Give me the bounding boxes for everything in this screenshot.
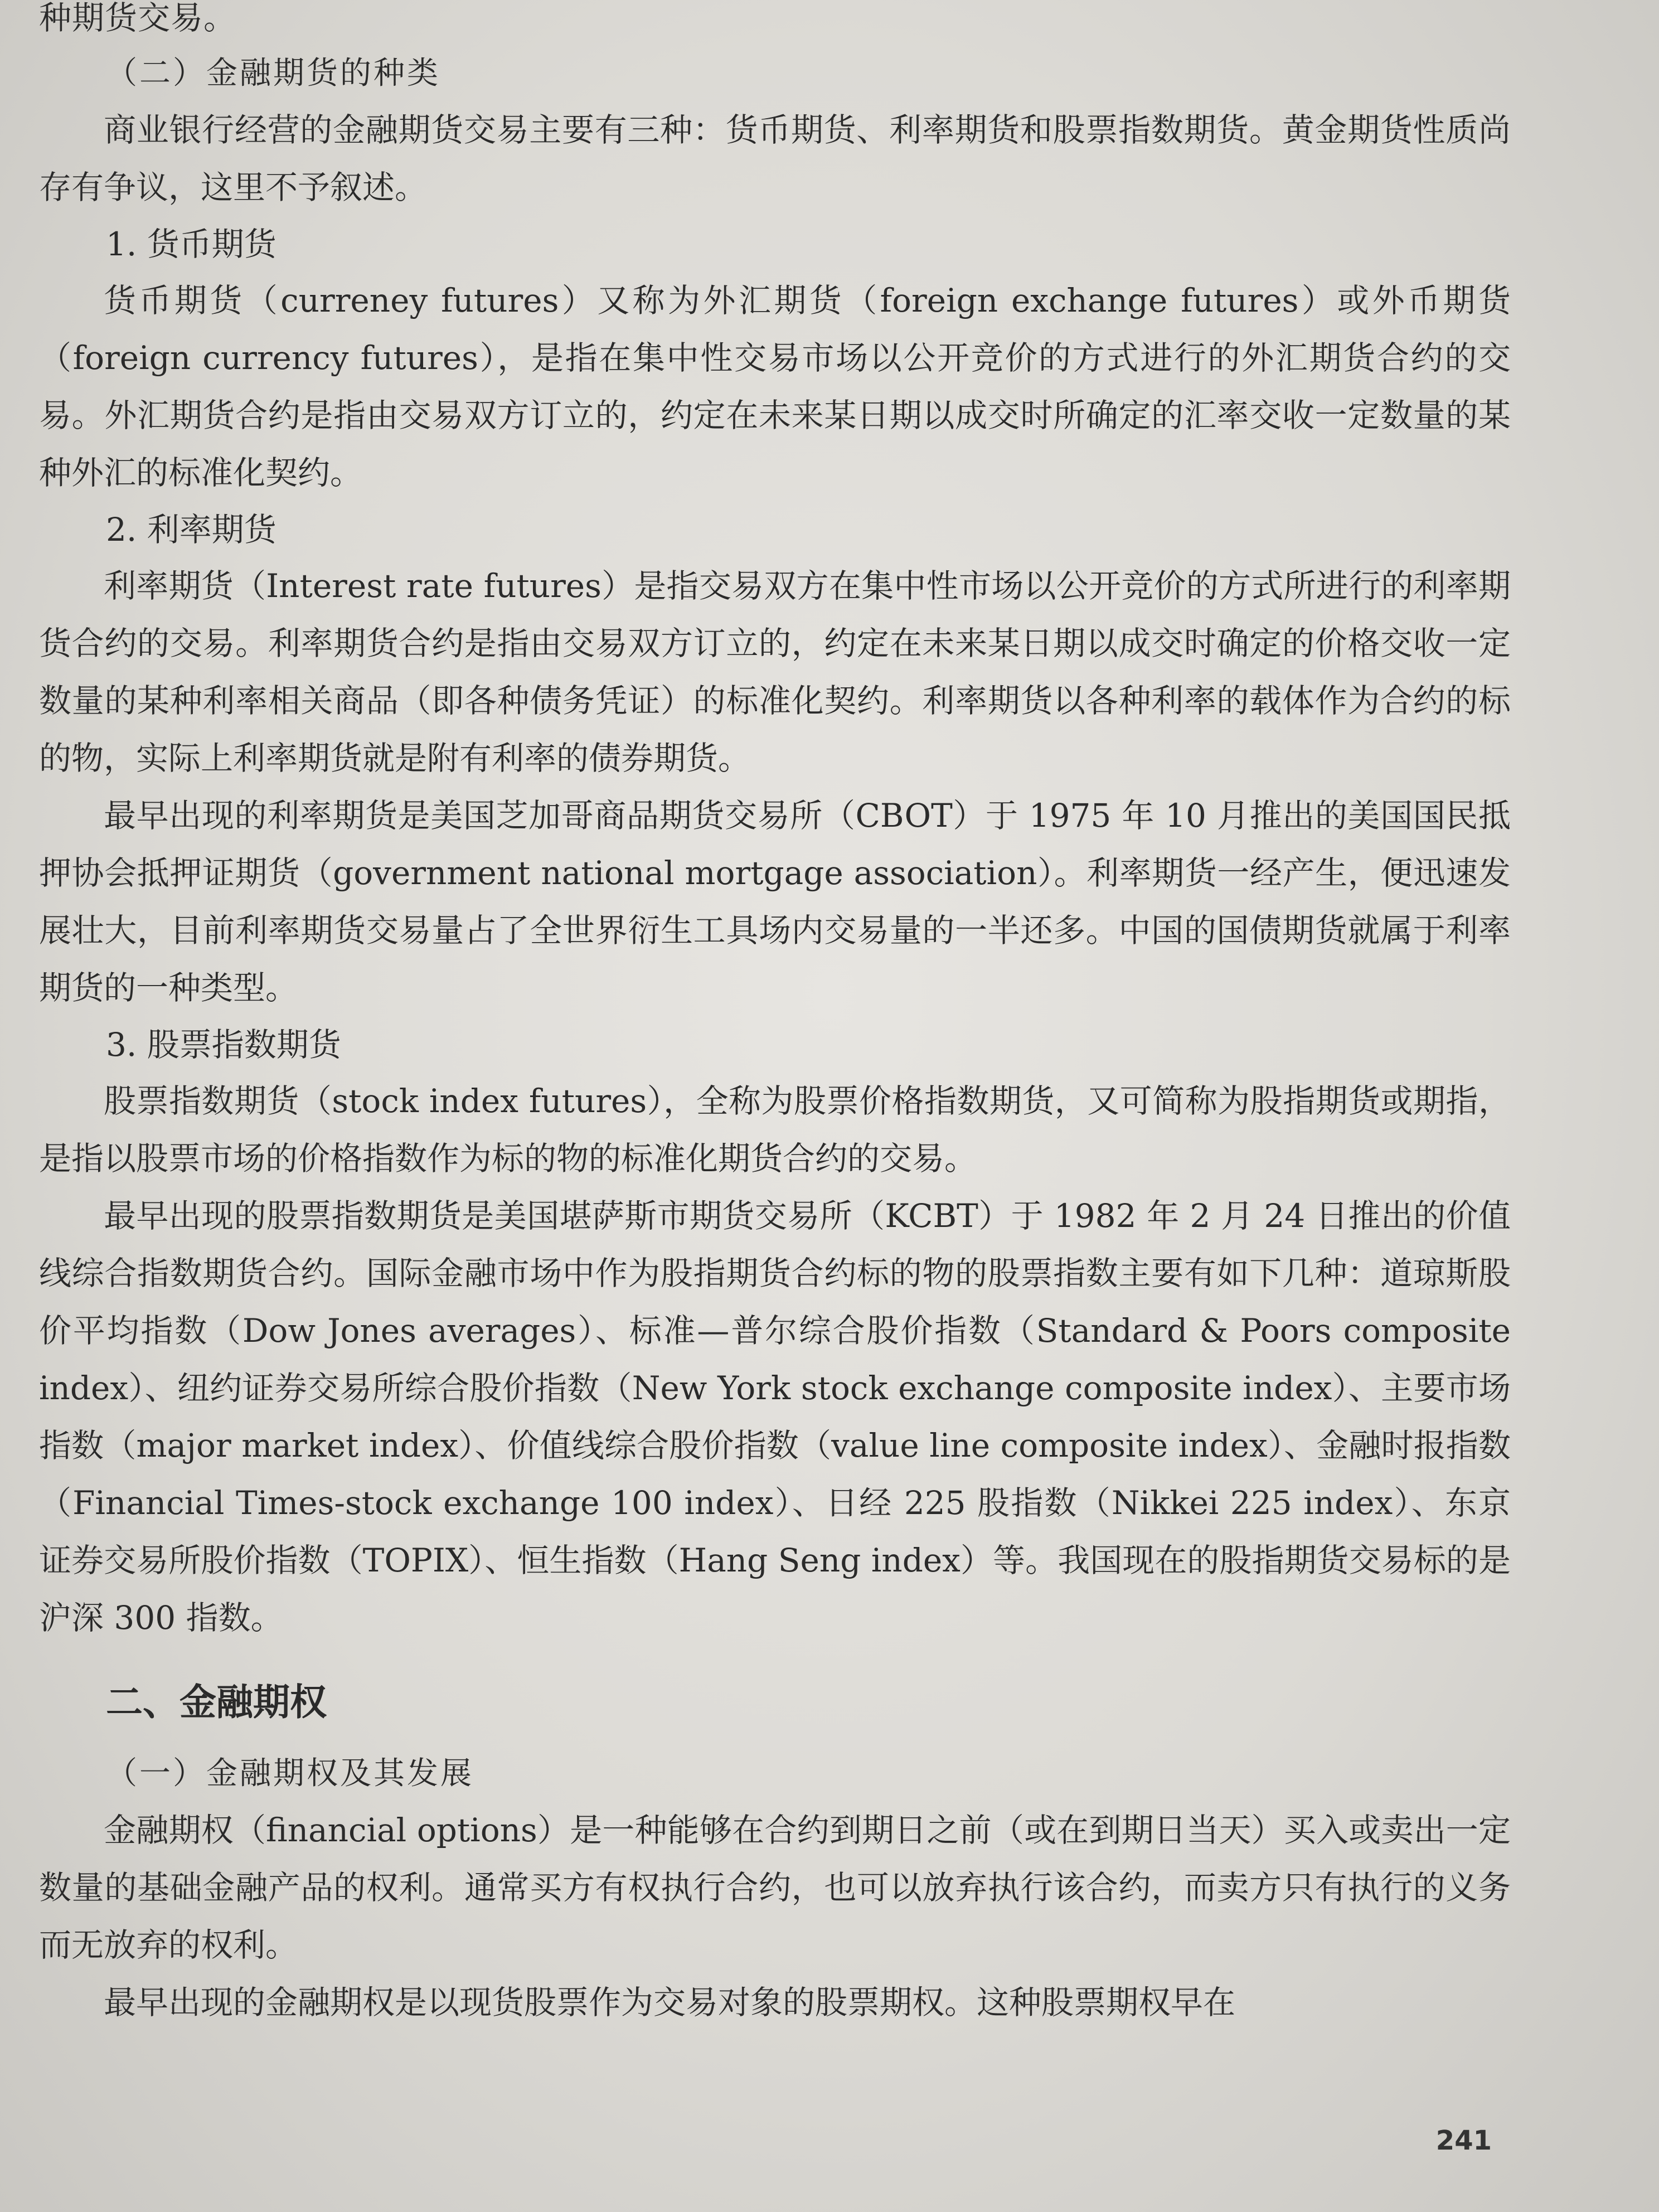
page-content xyxy=(39,0,1511,2031)
section-title-financial-options: 二、金融期权 xyxy=(106,1681,327,1724)
interest-rate-paragraph-1: 利率期货（Interest rate futures）是指交易双方在集中性市场以公开竞价的方式所进行的利率期货合约的交易。利率期货合约是指由交易双方订立的，约定在未来某日期以成交时确定的价格交收一定数量的某种利率相关商品（即各种债务凭证）的标准化契约。利率期货以各种利率的载体作为合约的标的物，实际上利率期货就是附有利率的债券期货。 xyxy=(39,567,1511,777)
page-number: 241 xyxy=(1435,2125,1492,2156)
currency-futures-paragraph: 货币期货（curreney futures）又称为外汇期货（foreign exchange futures）或外币期货（foreign currency futures），是指在集中性交易市场以公开竞价的方式进行的外汇期货合约的交易。外汇期货合约是指由交易双方订立的，约定在未来某日期以成交时所确定的汇率交收一定数量的某种外汇的标准化契约。 xyxy=(39,282,1511,492)
heading-currency-futures: 1. 货币期货 xyxy=(106,225,276,263)
options-paragraph-2: 最早出现的金融期权是以现货股票作为交易对象的股票期权。这种股票期权早在 xyxy=(104,1983,1236,2021)
heading-interest-rate-futures: 2. 利率期货 xyxy=(106,511,276,549)
subsection-heading-types: （二）金融期货的种类 xyxy=(106,55,440,91)
stock-index-paragraph-1: 股票指数期货（stock index futures），全称为股票价格指数期货，又可简称为股指期货或期指，是指以股票市场的价格指数作为标的物的标准化期货合约的交易。 xyxy=(39,1082,1511,1177)
interest-rate-paragraph-2: 最早出现的利率期货是美国芝加哥商品期货交易所（CBOT）于 1975 年 10 月推出的美国国民抵押协会抵押证期货（government national mortgage association）。利率期货一经产生，便迅速发展壮大，目前利率期货交易量占了全世界衍生工具场内交易量的一半还多。中国的国债期货就属于利率期货的一种类型。 xyxy=(39,797,1511,1007)
intro-paragraph: 商业银行经营的金融期货交易主要有三种：货币期货、利率期货和股票指数期货。黄金期货性质尚存有争议，这里不予叙述。 xyxy=(39,111,1511,206)
subsection-heading-options: （一）金融期权及其发展 xyxy=(106,1755,474,1792)
top-fragment-line: 种期货交易。 xyxy=(39,0,237,37)
options-paragraph-1: 金融期权（financial options）是一种能够在合约到期日之前（或在到期日当天）买入或卖出一定数量的基础金融产品的权利。通常买方有权执行合约，也可以放弃执行该合约，而卖方只有执行的义务而无放弃的权利。 xyxy=(39,1811,1511,1964)
heading-stock-index-futures: 3. 股票指数期货 xyxy=(106,1026,341,1064)
stock-index-paragraph-2: 最早出现的股票指数期货是美国堪萨斯市期货交易所（KCBT）于 1982 年 2 月 24 日推出的价值线综合指数期货合约。国际金融市场中作为股指期货合约标的物的股票指数主要有如下几种：道琼斯股价平均指数（Dow Jones averages）、标准—普尔综合股价指数（Standard & Poors composite index）、纽约证券交易所综合股价指数（New York stock exchange composite index）、主要市场指数（major market index）、价值线综合股价指数（value line composite index）、金融时报指数（Financial Times-stock exchange 100 index）、日经 225 股指数（Nikkei 225 index）、东京证券交易所股价指数（TOPIX）、恒生指数（Hang Seng index）等。我国现在的股指期货交易标的是沪深 300 指数。 xyxy=(39,1197,1511,1637)
